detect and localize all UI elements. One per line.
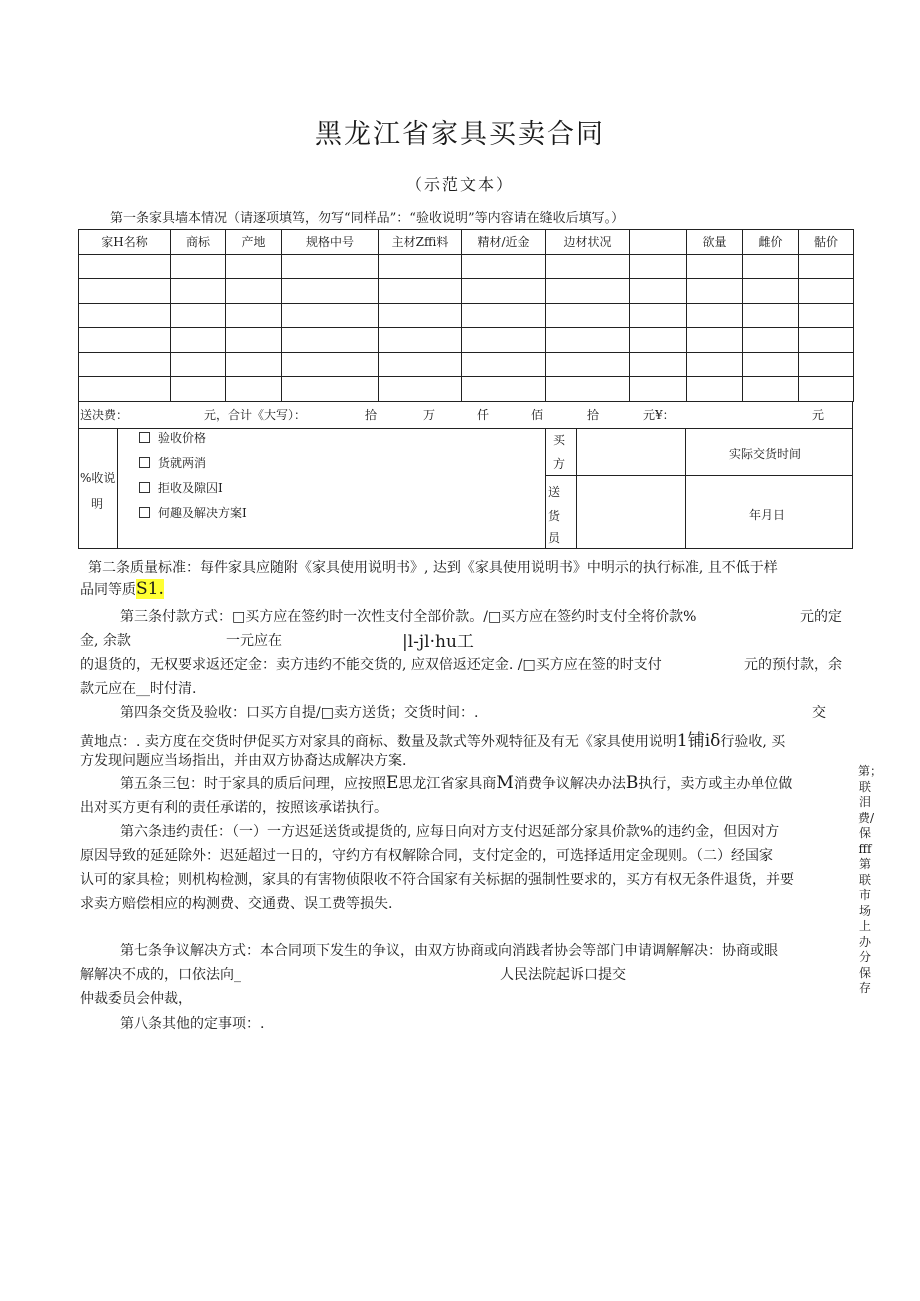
table-cell[interactable] bbox=[687, 254, 743, 279]
option-goods-match[interactable]: 货就两消 bbox=[139, 454, 206, 471]
article7-line3: 仲裁委员会仲裁， bbox=[80, 991, 192, 1007]
header-cell: 边材状况 bbox=[546, 230, 630, 255]
acceptance-box bbox=[78, 429, 853, 549]
option-reject[interactable]: 拒收及隙囚I bbox=[139, 479, 223, 496]
table-cell[interactable] bbox=[546, 377, 630, 402]
table-cell[interactable] bbox=[462, 254, 546, 279]
table-header-row bbox=[79, 230, 854, 255]
table-cell[interactable] bbox=[79, 303, 171, 328]
table-cell[interactable] bbox=[630, 303, 687, 328]
header-cell: 商标 bbox=[171, 230, 226, 255]
table-cell[interactable] bbox=[282, 328, 379, 353]
table-cell[interactable] bbox=[799, 303, 854, 328]
table-cell[interactable] bbox=[546, 328, 630, 353]
table-cell[interactable] bbox=[462, 352, 546, 377]
table-cell[interactable] bbox=[171, 377, 226, 402]
table-cell[interactable] bbox=[226, 352, 282, 377]
goods-table bbox=[78, 229, 854, 402]
header-cell bbox=[630, 230, 687, 255]
table-cell[interactable] bbox=[546, 352, 630, 377]
unit-wan: 万 bbox=[423, 408, 436, 422]
table-cell[interactable] bbox=[379, 352, 462, 377]
table-cell[interactable] bbox=[630, 279, 687, 304]
header-cell: 雌价 bbox=[743, 230, 799, 255]
table-cell[interactable] bbox=[379, 328, 462, 353]
acceptance-label-2: 明 bbox=[91, 497, 104, 511]
fee-yuan-total: 元，合计《大写）： bbox=[204, 408, 307, 422]
table-cell[interactable] bbox=[799, 254, 854, 279]
header-cell: 骷价 bbox=[799, 230, 854, 255]
article3-line2a: 金, 余款 bbox=[80, 633, 131, 649]
table-cell[interactable] bbox=[462, 377, 546, 402]
article7-line2a: 解解决不成的，口依法向_ bbox=[80, 967, 241, 983]
article3-line3-tail: 元的预付款，余 bbox=[744, 657, 842, 673]
table-cell[interactable] bbox=[743, 279, 799, 304]
table-cell[interactable] bbox=[282, 352, 379, 377]
table-cell[interactable] bbox=[462, 279, 546, 304]
article1-intro: 第一条家具墙本情况（请逐项填笃，勿写“同样品”：“验收说明”等内容请在缝收后填写。） bbox=[110, 211, 625, 226]
article5-line2: 出对买方更有利的责任承诺的，按照该承诺执行。 bbox=[80, 800, 388, 816]
table-cell[interactable] bbox=[546, 279, 630, 304]
article5-line1: 第五条三包：时于家具的质后问理，应按照E思龙江省家具商M消费争议解决办法B执行，卖方或主办单位做 bbox=[120, 773, 793, 793]
table-cell[interactable] bbox=[226, 377, 282, 402]
unit-yuan-end: 元 bbox=[812, 408, 825, 422]
acceptance-label: %收说 bbox=[80, 471, 116, 485]
table-cell[interactable] bbox=[687, 303, 743, 328]
table-cell[interactable] bbox=[687, 328, 743, 353]
header-cell: 规格中号 bbox=[282, 230, 379, 255]
table-cell[interactable] bbox=[79, 254, 171, 279]
table-cell[interactable] bbox=[743, 328, 799, 353]
option-resolution[interactable]: 何趣及解决方案I bbox=[139, 504, 247, 521]
highlighted-text: S1. bbox=[136, 579, 164, 599]
table-cell[interactable] bbox=[546, 303, 630, 328]
table-row[interactable] bbox=[79, 279, 854, 304]
article6-line2: 原因导致的延延除外：迟延超过一日的，守约方有权解除合同，支付定金的，可选择适用定金现则。（二）经国家 bbox=[80, 848, 773, 864]
article3-line1-tail: 元的定 bbox=[800, 609, 842, 625]
article7-line1: 第七条争议解决方式：本合同项下发生的争议，由双方协商或向消践者协会等部门申请调解解决：协商或眼 bbox=[120, 943, 778, 959]
table-cell[interactable] bbox=[79, 279, 171, 304]
article3-line3: 的退货的，无权要求返还定金：卖方违约不能交货的, 应双倍返还定金. /□买方应在签的时支付 bbox=[80, 657, 662, 673]
table-cell[interactable] bbox=[687, 352, 743, 377]
table-cell[interactable] bbox=[379, 377, 462, 402]
table-cell[interactable] bbox=[743, 377, 799, 402]
unit-shi-2: 拾 bbox=[587, 408, 600, 422]
table-cell[interactable] bbox=[799, 377, 854, 402]
table-cell[interactable] bbox=[630, 352, 687, 377]
table-cell[interactable] bbox=[379, 254, 462, 279]
unit-shi: 拾 bbox=[365, 408, 378, 422]
table-cell[interactable] bbox=[799, 352, 854, 377]
table-cell[interactable] bbox=[630, 377, 687, 402]
contract-subtitle: （示范文本） bbox=[405, 175, 514, 194]
table-cell[interactable] bbox=[462, 328, 546, 353]
table-cell[interactable] bbox=[79, 352, 171, 377]
table-cell[interactable] bbox=[379, 303, 462, 328]
table-cell[interactable] bbox=[79, 377, 171, 402]
table-row[interactable] bbox=[79, 303, 854, 328]
article7-line2b: 人民法院起诉口提交 bbox=[500, 967, 626, 983]
article2-line1: 第二条质量标准：每件家具应随附《家具使用说明书》, 达到《家具使用说明书》中明示的执行标准, 且不低于样 bbox=[88, 560, 778, 576]
table-cell[interactable] bbox=[226, 328, 282, 353]
contract-title: 黑龙江省家具买卖合同 bbox=[315, 119, 605, 150]
delivery-person-label: 送 bbox=[548, 485, 561, 499]
article6-line4: 求卖方赔偿相应的构测费、交通费、误工费等损失. bbox=[80, 896, 393, 912]
table-cell[interactable] bbox=[630, 254, 687, 279]
actual-delivery-time-label: 实际交货时间 bbox=[729, 447, 802, 461]
buyer-label: 买 bbox=[553, 433, 566, 447]
article4-line2: 黄地点：. 卖方度在交货时伊促买方对家具的商标、数量及款式等外观特征及有无《家具使用说明1铺iδ行验收, 买 bbox=[80, 731, 786, 751]
table-cell[interactable] bbox=[171, 279, 226, 304]
table-row[interactable] bbox=[79, 328, 854, 353]
table-cell[interactable] bbox=[743, 352, 799, 377]
delivery-fee-row bbox=[78, 401, 853, 429]
table-cell[interactable] bbox=[630, 328, 687, 353]
checkbox-icon[interactable] bbox=[139, 457, 150, 468]
table-cell[interactable] bbox=[171, 254, 226, 279]
table-cell[interactable] bbox=[546, 254, 630, 279]
table-cell[interactable] bbox=[687, 377, 743, 402]
delivery-person-label-3: 员 bbox=[548, 531, 561, 545]
side-note: 第；联泪费/保fff第联市场上办分保存 bbox=[858, 764, 883, 995]
checkbox-icon[interactable] bbox=[139, 482, 150, 493]
table-cell[interactable] bbox=[799, 328, 854, 353]
article3-line4: 款元应在__时付清. bbox=[80, 681, 197, 697]
table-cell[interactable] bbox=[282, 279, 379, 304]
checkbox-icon[interactable] bbox=[139, 432, 150, 443]
table-cell[interactable] bbox=[171, 352, 226, 377]
article6-line3: 认可的家具检；则机构检测，家具的有害物侦限收不符合国家有关标据的强制性要求的，买方有权无条件退货，并要 bbox=[80, 872, 794, 888]
article4-line1: 第四条交货及验收：口买方自提/□卖方送货；交货时间：. bbox=[120, 705, 479, 721]
table-row[interactable] bbox=[79, 377, 854, 402]
table-cell[interactable] bbox=[282, 254, 379, 279]
table-cell[interactable] bbox=[226, 254, 282, 279]
table-cell[interactable] bbox=[226, 279, 282, 304]
table-cell[interactable] bbox=[171, 328, 226, 353]
table-cell[interactable] bbox=[226, 303, 282, 328]
table-cell[interactable] bbox=[687, 279, 743, 304]
option-check-price[interactable]: 验收价格 bbox=[139, 429, 206, 446]
article6-line1: 第六条违约责任：（一）一方迟延送货或提货的, 应每日向对方支付迟延部分家具价款%的违约金，但因对方 bbox=[120, 824, 780, 840]
article3-line2c: |l-jl·hu工 bbox=[402, 632, 474, 652]
checkbox-icon[interactable] bbox=[139, 507, 150, 518]
header-cell: 精材/近金 bbox=[462, 230, 546, 255]
table-cell[interactable] bbox=[282, 377, 379, 402]
unit-qian: 仟 bbox=[477, 408, 490, 422]
header-cell: 主材Zffi料 bbox=[379, 230, 462, 255]
delivery-person-label-2: 货 bbox=[548, 509, 561, 523]
article4-line1-tail: 交 bbox=[812, 705, 826, 721]
header-cell: 家H名称 bbox=[79, 230, 171, 255]
article3-line1: 第三条付款方式：□买方应在签约时一次性支付全部价款。/□买方应在签约时支付全将价款% bbox=[120, 609, 697, 625]
table-cell[interactable] bbox=[799, 279, 854, 304]
table-cell[interactable] bbox=[743, 303, 799, 328]
table-row[interactable] bbox=[79, 254, 854, 279]
delivery-date-label: 年月日 bbox=[749, 508, 786, 522]
table-cell[interactable] bbox=[379, 279, 462, 304]
unit-yuan-yen: 元¥： bbox=[643, 408, 675, 422]
table-row[interactable] bbox=[79, 352, 854, 377]
table-cell[interactable] bbox=[79, 328, 171, 353]
header-cell: 产地 bbox=[226, 230, 282, 255]
table-cell[interactable] bbox=[743, 254, 799, 279]
article2-line2: 品同等质S1. bbox=[80, 579, 164, 599]
article4-line3: 方发现问题应当场指出，并由双方协裔达成解决方案. bbox=[80, 753, 407, 769]
table-cell[interactable] bbox=[462, 303, 546, 328]
table-cell[interactable] bbox=[171, 303, 226, 328]
unit-bai: 佰 bbox=[531, 408, 544, 422]
fee-label: 送决费： bbox=[80, 408, 129, 422]
buyer-label-2: 方 bbox=[553, 457, 566, 471]
table-cell[interactable] bbox=[282, 303, 379, 328]
article8: 第八条其他的定事项：. bbox=[120, 1016, 265, 1032]
header-cell: 欲量 bbox=[687, 230, 743, 255]
article3-line2b: 一元应在 bbox=[226, 633, 282, 649]
